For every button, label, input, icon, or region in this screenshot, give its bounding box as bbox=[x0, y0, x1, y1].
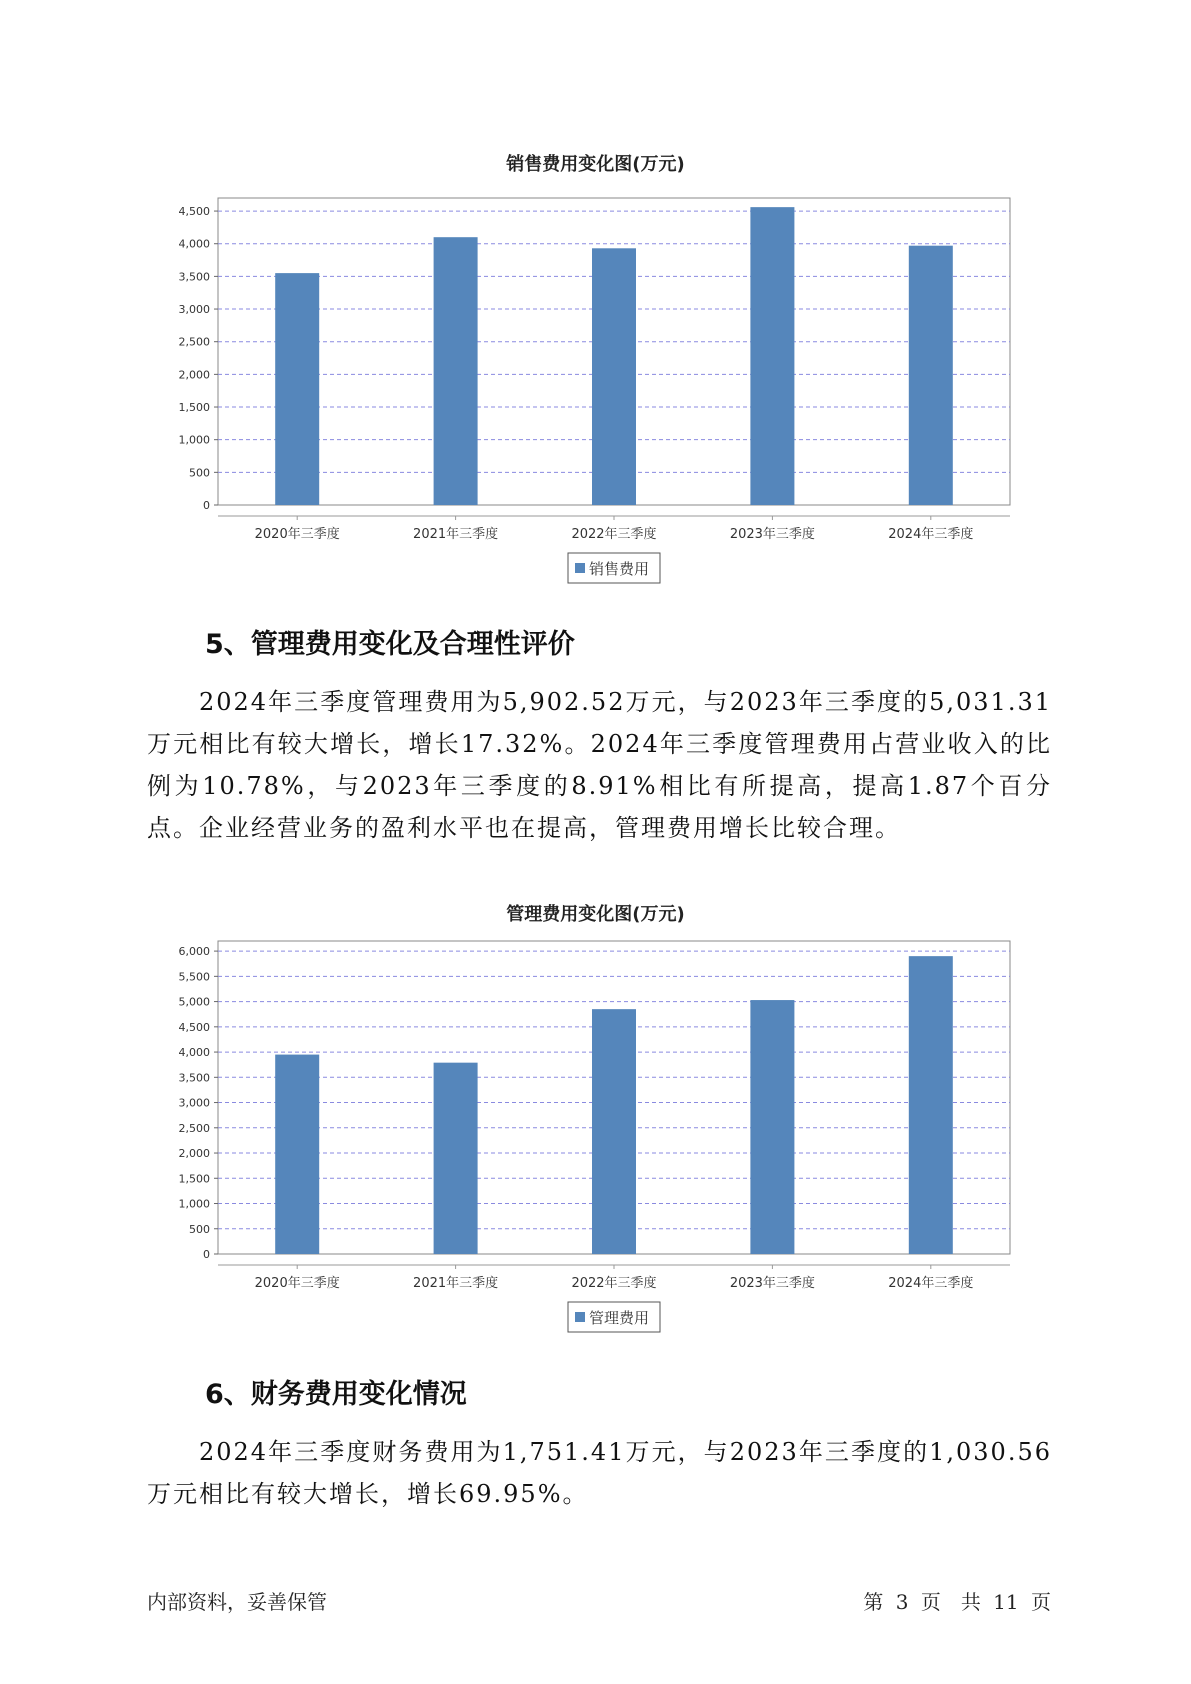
y-tick-label: 1,500 bbox=[178, 401, 210, 415]
y-tick-label: 4,500 bbox=[178, 1020, 210, 1034]
footer-confidential-note: 内部资料，妥善保管 bbox=[147, 1590, 327, 1614]
chart-title-sales-expense: 销售费用变化图(万元) bbox=[506, 154, 685, 175]
y-tick-label: 6,000 bbox=[178, 945, 210, 959]
bar bbox=[909, 246, 953, 505]
x-tick-label: 2023年三季度 bbox=[729, 527, 815, 542]
bar bbox=[275, 1055, 319, 1254]
paragraph-admin-expense: 2024年三季度管理费用为5,902.52万元，与2023年三季度的5,031.31万元相比有较大增长，增长17.32%。2024年三季度管理费用占营业收入的比例为10.78%，与2023年三季度的8.91%相比有所提高，提高1.87个百分点。企业经营业务的盈利水平也在提高，管理费用增长比较合理。 bbox=[147, 688, 1052, 842]
y-tick-label: 3,000 bbox=[178, 303, 210, 317]
y-tick-label: 4,500 bbox=[178, 205, 210, 219]
bar-chart-sales-expense bbox=[0, 190, 1191, 590]
y-tick-label: 2,000 bbox=[178, 368, 210, 382]
bar bbox=[750, 1000, 794, 1254]
y-tick-label: 5,500 bbox=[178, 970, 210, 984]
y-tick-label: 500 bbox=[189, 466, 210, 480]
bar bbox=[909, 956, 953, 1254]
y-tick-label: 500 bbox=[189, 1222, 210, 1236]
bar bbox=[592, 1009, 636, 1254]
paragraph-finance-expense: 2024年三季度财务费用为1,751.41万元，与2023年三季度的1,030.56万元相比有较大增长，增长69.95%。 bbox=[147, 1438, 1052, 1508]
y-tick-label: 0 bbox=[203, 1248, 210, 1261]
y-tick-label: 1,000 bbox=[178, 433, 210, 447]
x-tick-label: 2024年三季度 bbox=[888, 527, 974, 542]
bar bbox=[434, 237, 478, 505]
bar bbox=[750, 207, 794, 505]
bar bbox=[592, 248, 636, 505]
y-tick-label: 3,500 bbox=[178, 270, 210, 284]
y-tick-label: 2,500 bbox=[178, 1121, 210, 1135]
legend-label: 管理费用 bbox=[589, 1309, 650, 1327]
y-tick-label: 4,000 bbox=[178, 237, 210, 251]
x-tick-label: 2022年三季度 bbox=[571, 527, 657, 542]
x-tick-label: 2021年三季度 bbox=[413, 527, 499, 542]
legend-swatch bbox=[575, 563, 585, 573]
y-tick-label: 3,000 bbox=[178, 1096, 210, 1110]
x-tick-label: 2022年三季度 bbox=[571, 1276, 657, 1291]
y-tick-label: 1,000 bbox=[178, 1197, 210, 1211]
bar bbox=[275, 273, 319, 505]
chart-title-admin-expense: 管理费用变化图(万元) bbox=[506, 904, 685, 925]
legend-label: 销售费用 bbox=[589, 560, 650, 578]
footer-page-number: 第 3 页 共 11 页 bbox=[863, 1590, 1051, 1614]
y-tick-label: 3,500 bbox=[178, 1071, 210, 1085]
legend-swatch bbox=[575, 1312, 585, 1322]
bar bbox=[434, 1063, 478, 1254]
bar-chart-admin-expense bbox=[0, 935, 1191, 1340]
y-tick-label: 1,500 bbox=[178, 1172, 210, 1186]
x-tick-label: 2024年三季度 bbox=[888, 1276, 974, 1291]
x-tick-label: 2020年三季度 bbox=[254, 1276, 340, 1291]
section-heading-finance-expense: 6、财务费用变化情况 bbox=[205, 1379, 467, 1410]
y-tick-label: 5,000 bbox=[178, 995, 210, 1009]
x-tick-label: 2020年三季度 bbox=[254, 527, 340, 542]
y-tick-label: 2,500 bbox=[178, 335, 210, 349]
y-tick-label: 4,000 bbox=[178, 1046, 210, 1060]
y-tick-label: 0 bbox=[203, 499, 210, 512]
x-tick-label: 2021年三季度 bbox=[413, 1276, 499, 1291]
y-tick-label: 2,000 bbox=[178, 1147, 210, 1161]
x-tick-label: 2023年三季度 bbox=[729, 1276, 815, 1291]
section-heading-admin-expense: 5、管理费用变化及合理性评价 bbox=[205, 629, 575, 660]
